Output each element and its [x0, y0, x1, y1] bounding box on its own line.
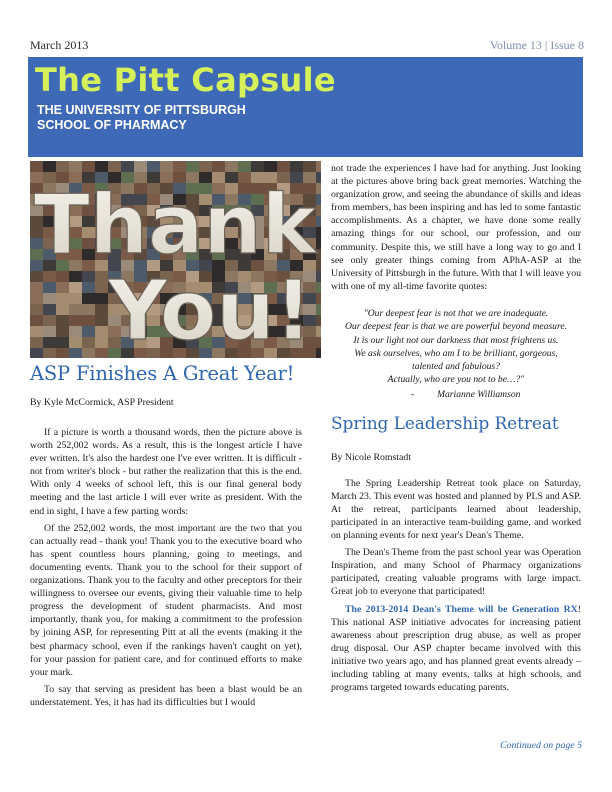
collage-tile [30, 337, 43, 348]
collage-tile [82, 315, 95, 326]
collage-tile [316, 227, 321, 238]
collage-tile [238, 161, 251, 172]
collage-tile [56, 304, 69, 315]
collage-tile [82, 161, 95, 172]
article-asp-column [30, 362, 302, 713]
collage-tile [95, 161, 108, 172]
collage-tile [43, 304, 56, 315]
paragraph: If a picture is worth a thousand words, then the picture above is worth 252,002 words. As a result, this is the longest article I have ever written. It's also the hardest one I've ever written. It is difficult - not from writer's block - but rather the realization that this is the end. With only 4 weeks of school left, this is our final general body meeting and the last article I will ever write as president. With the end in sight, I have a few parting words: [30, 427, 302, 517]
collage-tile [95, 337, 108, 348]
article-body [331, 477, 581, 695]
collage-tile [69, 348, 82, 358]
collage-tile [30, 293, 43, 304]
article-byline: By Kyle McCormick, ASP President [30, 397, 174, 408]
collage-tile [69, 326, 82, 337]
collage-tile [43, 161, 56, 172]
collage-tile [43, 337, 56, 348]
collage-tile [316, 271, 321, 282]
collage-tile [199, 161, 212, 172]
collage-tile [69, 337, 82, 348]
collage-tile [316, 348, 321, 358]
paragraph: To say that serving as president has been a blast would be an understatement. Yes, it has had its difficulties but I would [30, 683, 302, 708]
collage-tile [95, 282, 108, 293]
collage-tile [316, 304, 321, 315]
collage-tile [160, 161, 173, 172]
paragraph: The Dean's Theme from the past school year was Operation Inspiration, and many School of Pharmacy organizations participated, creating valuable programs with large impact. Great job to everyone that participated! [331, 547, 581, 598]
collage-tile [30, 315, 43, 326]
collage-tile [30, 326, 43, 337]
collage-tile [277, 161, 290, 172]
collage-tile [108, 161, 121, 172]
collage-tile [69, 282, 82, 293]
collage-tile [95, 326, 108, 337]
collage-tile [43, 348, 56, 358]
quote-line: talented and fabulous? [412, 361, 500, 373]
article-byline: By Nicole Romstadt [331, 451, 412, 463]
collage-tile [316, 249, 321, 260]
collage-tile [56, 337, 69, 348]
collage-tile [30, 348, 43, 358]
quote-dash: - [411, 388, 415, 400]
collage-tile [56, 326, 69, 337]
article-title: ASP Finishes A Great Year! [30, 362, 295, 385]
collage-tile [316, 205, 321, 216]
collage-tile [69, 161, 82, 172]
collage-tile [316, 315, 321, 326]
collage-tile [316, 337, 321, 348]
newsletter-title: The Pitt Capsule [35, 61, 336, 99]
collage-tile [43, 315, 56, 326]
collage-tile [290, 161, 303, 172]
collage-tile [82, 326, 95, 337]
masthead-subtitle [37, 103, 246, 133]
article-title: Spring Leadership Retreat [331, 413, 559, 434]
generation-rx-highlight: The 2013-2014 Dean's Theme will be Generation RX [345, 603, 578, 615]
quote-attribution [411, 389, 581, 400]
collage-tile [316, 326, 321, 337]
collage-tile [316, 194, 321, 205]
collage-tile [43, 293, 56, 304]
collage-graphic [30, 161, 321, 358]
collage-tile [56, 293, 69, 304]
collage-tile [82, 293, 95, 304]
collage-tile [69, 304, 82, 315]
collage-tile [316, 282, 321, 293]
collage-tile [212, 161, 225, 172]
collage-tile [82, 282, 95, 293]
collage-tile [264, 161, 277, 172]
collage-tile [56, 282, 69, 293]
subtitle-school: SCHOOL OF PHARMACY [37, 118, 187, 132]
quote-line: We ask ourselves, who am I to be brilliant, gorgeous, [354, 347, 558, 359]
collage-tile [95, 348, 108, 358]
collage-tile [95, 315, 108, 326]
right-column [331, 162, 581, 698]
article-body-continued [331, 162, 581, 293]
subtitle-university: THE UNIVERSITY OF PITTSBURGH [37, 103, 246, 117]
collage-tile [121, 161, 134, 172]
collage-tile [82, 348, 95, 358]
quote-line: Actually, who are you not to be…?" [387, 374, 525, 386]
collage-tile [30, 282, 43, 293]
collage-text-thank: Thank [33, 178, 317, 273]
volume-issue: Volume 13 | Issue 8 [489, 38, 584, 52]
collage-tile [82, 304, 95, 315]
collage-tile [43, 326, 56, 337]
collage-tile [69, 315, 82, 326]
collage-tile [147, 161, 160, 172]
collage-tile [316, 260, 321, 271]
collage-tile [56, 348, 69, 358]
collage-tile [186, 161, 199, 172]
collage-tile [225, 161, 238, 172]
quote-line: Our deepest fear is that we are powerful beyond measure. [344, 321, 568, 333]
collage-tile [134, 161, 147, 172]
collage-tile [56, 161, 69, 172]
paragraph [331, 603, 581, 695]
collage-tile [43, 282, 56, 293]
collage-tile [303, 161, 316, 172]
continued-on-page: Continued on page 5 [500, 740, 582, 751]
thank-you-collage [30, 161, 321, 358]
article-body [30, 426, 302, 709]
quote [331, 307, 581, 387]
paragraph: Of the 252,002 words, the most important are the two that you can actually read - thank you! Thank you to the executive board who has spent countless hours planning, going to meetings, and documenting events. Thank you to the school for their support of organizations. Thank you to the faculty and other preceptors for their willingness to oversee our events, giving their valuable time to help progress the development of student pharmacists. And most importantly, thank you, for making a commitment to the profession by joining ASP, for representing Pitt at all the events (making it the best pharmacy school, even if the rankings haven't caught on yet), for your passion for patient care, and for continued efforts to make your mark. [30, 522, 302, 678]
collage-tile [316, 238, 321, 249]
collage-tile [316, 172, 321, 183]
collage-tile [30, 304, 43, 315]
quote-line: It is our light not our darkness that most frightens us. [353, 334, 559, 346]
collage-text-you: You! [108, 264, 312, 358]
collage-tile [316, 161, 321, 172]
generation-rx-text: ! This national ASP initiative advocates for increasing patient awareness about prescription drug abuse, as well as proper drug disposal. Our ASP chapter became involved with this initiative two years ago, and has planned great events already – including tabling at many events, talks at high schools, and programs targeted towards educating parents. [331, 603, 581, 694]
collage-tile [173, 161, 186, 172]
issue-date: March 2013 [30, 38, 89, 52]
collage-tile [316, 183, 321, 194]
quote-author: Marianne Williamson [437, 388, 521, 400]
collage-tile [95, 304, 108, 315]
collage-tile [56, 315, 69, 326]
collage-tile [30, 161, 43, 172]
paragraph: not trade the experiences I have had for anything. Just looking at the pictures above bring back great memories. Watching the organization grow, and seeing the abundance of skills and ideas from members, has been inspiring and has led to some fantastic accomplishments. As a chapter, we have done some really amazing things for our school, our profession, and our community. Despite this, we still have a long way to go and I see only greater things coming from APhA-ASP at the University of Pittsburgh in the future. With that I will leave you with one of my all-time favorite quotes: [331, 163, 581, 292]
quote-line: "Our deepest fear is not that we are inadequate. [363, 307, 549, 319]
paragraph: The Spring Leadership Retreat took place on Saturday, March 23. This event was hosted and planned by PLS and ASP. At the retreat, participants learned about leadership, participated in an interactive team-building game, and worked on planning events for next year's Dean's Theme. [331, 477, 581, 542]
collage-tile [316, 293, 321, 304]
collage-tile [251, 161, 264, 172]
collage-tile [69, 293, 82, 304]
masthead [28, 57, 583, 157]
collage-tile [95, 293, 108, 304]
collage-tile [82, 337, 95, 348]
collage-tile [316, 216, 321, 227]
